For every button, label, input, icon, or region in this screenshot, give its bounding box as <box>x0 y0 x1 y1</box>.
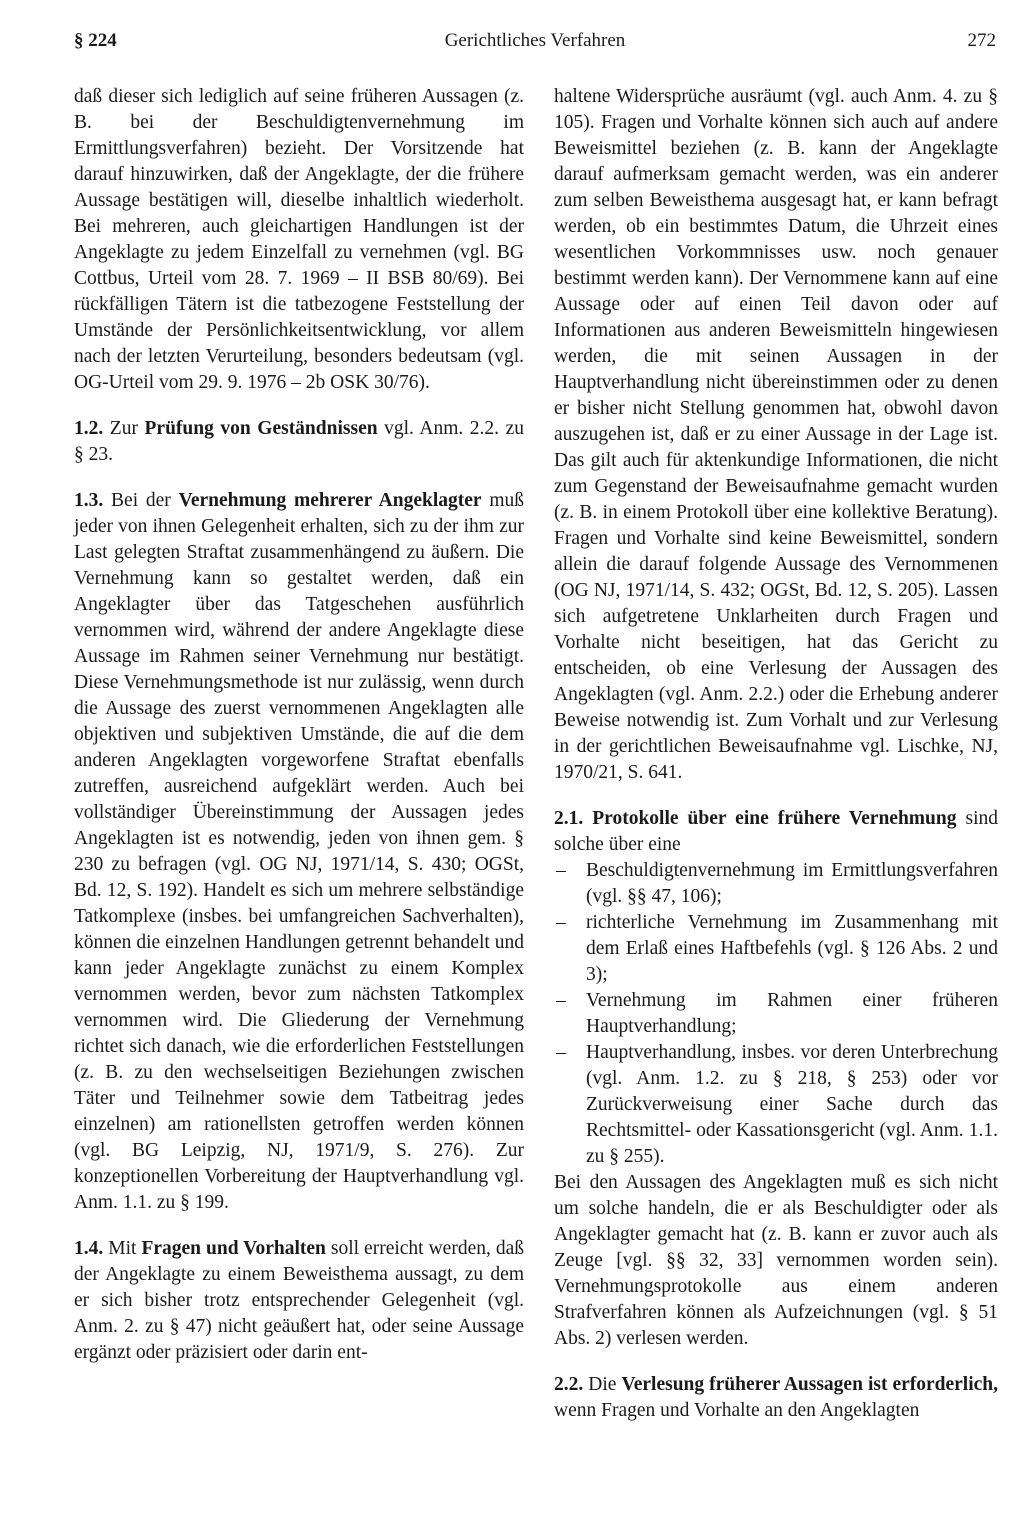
left-column <box>74 84 524 1366</box>
text: soll erreicht werden, daß der Angeklagte zu einem Beweisthema aussagt, zu dem er sich bisher trotz entsprechender Gelegenheit (vgl. Anm. 2. zu § 47) nicht geäußert hat, oder seine Aussage ergänzt oder präzisiert oder darin ent- <box>74 1238 525 1363</box>
paragraph-continuation: haltene Widersprüche ausräumt (vgl. auch Anm. 4. zu § 105). Fragen und Vorhalte können sich auch auf andere Beweismittel beziehen (z. B. kann der Angeklagte darauf aufmerksam gemacht werden, was ein anderer zum selben Beweisthema ausgesagt hat, er kann befragt werden, ob ein bestimmtes Datum, die Uhrzeit eines wesentlichen Vorkommnisses usw. noch genauer bestimmt werden kann). Der Vernommene kann auf eine Aussage oder auf einen Teil davon oder auf Informationen aus anderen Beweismitteln hingewiesen werden, die mit seinen Aussagen in der Hauptverhandlung nicht übereinstimmen oder zu denen er bisher nicht Stellung genommen hat, obwohl davon auszugehen ist, daß er zu einer Aussage in der Lage ist. Das gilt auch für aktenkundige Informationen, die nicht zum Gegenstand der Beweisaufnahme gemacht wurden (z. B. in einem Protokoll über eine kollektive Beratung). Fragen und Vorhalte sind keine Beweismittel, sondern allein die darauf folgende Aussage des Vernommenen (OG NJ, 1971/14, S. 432; OGSt, Bd. 12, S. 205). Lassen sich aufgetretene Unklarheiten durch Fragen und Vorhalte nicht beseitigen, hat das Gericht zu entscheiden, ob eine Verlesung der Aussagen des Angeklagten (vgl. Anm. 2.2.) oder die Erhebung anderer Beweise notwendig ist. Zum Vorhalt und zur Verlesung in der gerichtlichen Beweisaufnahme vgl. Lischke, NJ, 1970/21, S. 641. <box>554 86 998 783</box>
dash-bullet: – <box>556 990 566 1011</box>
section-number: 2.1. <box>554 808 584 829</box>
text: sind solche über eine <box>554 808 998 855</box>
list-item-text: richterliche Vernehmung im Zusammenhang mit dem Erlaß eines Haftbefehls (vgl. § 126 Abs. 2 und 3); <box>586 912 998 985</box>
paragraph-after-list: Bei den Aussagen des Angeklagten muß es sich nicht um solche handeln, die er als Beschuldigter oder als Angeklagter gemacht hat (z. B. kann er zuvor auch als Zeuge [vgl. §§ 32, 33] vernommen worden sein). Vernehmungsprotokolle aus einem anderen Strafverfahren können als Aufzeichnungen (vgl. § 51 Abs. 2) verlesen werden. <box>554 1172 998 1349</box>
paragraph-continuation: daß dieser sich lediglich auf seine früheren Aussagen (z. B. bei der Beschuldigtenvernehmung im Ermittlungsverfahren) bezieht. Der Vorsitzende hat darauf hinzuwirken, daß der Angeklagte, der die frühere Aussage bestätigen will, dieselbe inhaltlich wiederholt. Bei mehreren, auch gleichartigen Handlungen ist der Angeklagte zu jedem Einzelfall zu vernehmen (vgl. BG Cottbus, Urteil vom 28. 7. 1969 – II BSB 80/69). Bei rückfälligen Tätern ist die tatbezogene Feststellung der Umstände der Persönlichkeitsentwicklung, vor allem nach der letzten Verurteilung, besonders bedeutsam (vgl. OG-Urteil vom 29. 9. 1976 – 2b OSK 30/76). <box>74 86 524 393</box>
emphasis: Vernehmung mehrerer Angeklagter <box>178 490 482 511</box>
paragraph-1-4 <box>74 1236 524 1366</box>
dash-bullet: – <box>556 912 566 933</box>
list-item <box>554 1040 998 1170</box>
paragraph-2-1 <box>554 806 998 858</box>
list-item-text: Beschuldigtenvernehmung im Ermittlungsverfahren (vgl. §§ 47, 106); <box>586 860 998 907</box>
list-item <box>554 988 998 1040</box>
list-item <box>554 910 998 988</box>
list-item <box>554 858 998 910</box>
text: vgl. Anm. 2.2. zu § 23. <box>74 418 525 465</box>
text: Zur <box>109 418 138 439</box>
text: Die <box>588 1374 617 1395</box>
emphasis: Verlesung früherer Aussagen ist erforderlich, <box>621 1374 999 1395</box>
paragraph-1-2 <box>74 416 524 468</box>
section-number: 1.4. <box>74 1238 104 1259</box>
section-number: 1.2. <box>74 418 104 439</box>
running-title: Gerichtliches Verfahren <box>444 30 626 51</box>
emphasis: Prüfung von Geständnissen <box>144 418 378 439</box>
emphasis: Protokolle über eine frühere Vernehmung <box>592 808 957 829</box>
protocol-list <box>554 858 998 1170</box>
running-header <box>74 30 996 60</box>
text: Bei der <box>111 490 171 511</box>
paragraph-2-2 <box>554 1372 998 1424</box>
list-item-text: Hauptverhandlung, insbes. vor deren Unterbrechung (vgl. Anm. 1.2. zu § 218, § 253) oder vor Zurückverweisung einer Sache durch das Rechtsmittel- oder Kassationsgericht (vgl. Anm. 1.1. zu § 255). <box>586 1042 998 1167</box>
right-column <box>554 84 998 1424</box>
text: Mit <box>108 1238 137 1259</box>
section-number: § 224 <box>74 30 117 51</box>
emphasis: Fragen und Vorhalten <box>141 1238 326 1259</box>
section-number: 2.2. <box>554 1374 584 1395</box>
page-number: 272 <box>967 30 996 51</box>
dash-bullet: – <box>556 1042 566 1063</box>
list-item-text: Vernehmung im Rahmen einer früheren Hauptverhandlung; <box>586 990 998 1037</box>
paragraph-1-3 <box>74 488 524 1216</box>
section-number: 1.3. <box>74 490 104 511</box>
text: muß jeder von ihnen Gelegenheit erhalten, sich zu der ihm zur Last gelegten Straftat zusammenhängend zu äußern. Die Vernehmung kann so gestaltet werden, daß ein Angeklagter über das Tatgeschehen ausführlich vernommen wird, während der andere Angeklagte diese Aussage im Rahmen seiner Vernehmung nur bestätigt. Diese Vernehmungsmethode ist nur zulässig, wenn durch die Aussage des zuerst vernommenen Angeklagten alle objektiven und subjektiven Umstände, die auf die dem anderen Angeklagten vorgeworfene Straftat ebenfalls zutreffen, ausreichend aufgeklärt werden. Auch bei vollständiger Übereinstimmung der Aussagen jedes Angeklagten ist es notwendig, jeden von ihnen gem. § 230 zu befragen (vgl. OG NJ, 1971/14, S. 430; OGSt, Bd. 12, S. 192). Handelt es sich um mehrere selbständige Tatkomplexe (insbes. bei umfangreichen Sachverhalten), können die einzelnen Handlungen getrennt behandelt und kann jeder Angeklagte zunächst zu einem Komplex vernommen werden, bevor zum nächsten Tatkomplex vernommen wird. Die Gliederung der Vernehmung richtet sich danach, wie die erforderlichen Feststellungen (z. B. zu den wechselseitigen Beziehungen zwischen Täter und Teilnehmer sowie dem Tatbeitrag jedes einzelnen) am rationellsten getroffen werden können (vgl. BG Leipzig, NJ, 1971/9, S. 276). Zur konzeptionellen Vorbereitung der Hauptverhandlung vgl. Anm. 1.1. zu § 199. <box>74 490 525 1213</box>
text: wenn Fragen und Vorhalte an den Angeklagten <box>554 1400 920 1421</box>
dash-bullet: – <box>556 860 566 881</box>
